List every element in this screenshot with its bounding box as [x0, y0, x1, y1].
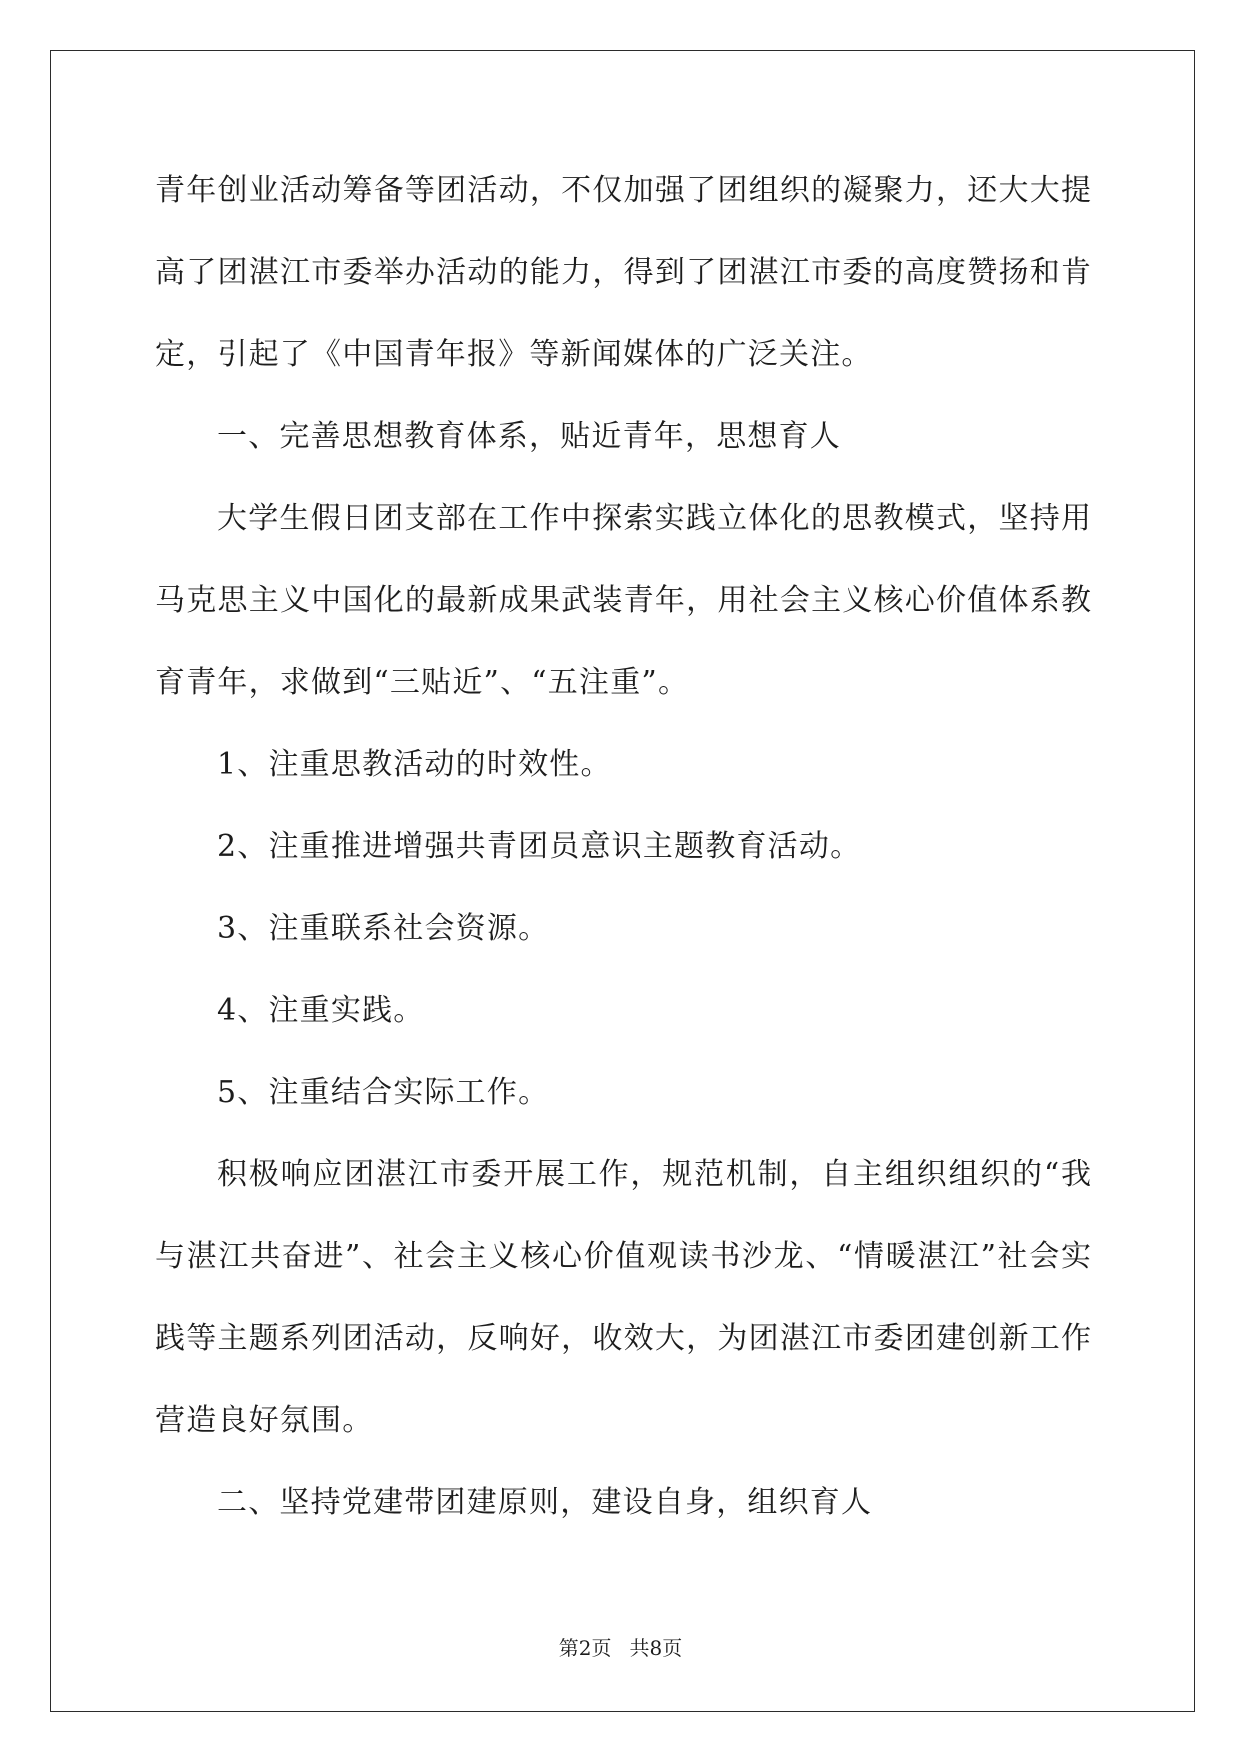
text-line: [155, 970, 1091, 1052]
list-item-text: 1、注重思教活动的时效性。: [217, 747, 612, 782]
text-line: [155, 478, 1091, 560]
text-line: [155, 724, 1091, 806]
paragraph: [155, 1134, 1091, 1462]
text-line: [155, 232, 1091, 314]
text-line: [155, 1298, 1091, 1380]
section-heading-text: 二、坚持党建带团建原则，建设自身，组织育人: [217, 1485, 873, 1520]
list-item: [155, 1052, 1091, 1134]
text-line-content: 大学生假日团支部在工作中探索实践立体化的思教模式，坚持用: [217, 501, 1093, 536]
text-line-content: 育青年，求做到“三贴近”、“五注重”。: [155, 665, 690, 700]
text-line: [155, 150, 1091, 232]
list-item: [155, 806, 1091, 888]
section-heading-text: 一、完善思想教育体系，贴近青年，思想育人: [217, 419, 841, 454]
text-line-content: 青年创业活动筹备等团活动，不仅加强了团组织的凝聚力，还大大提: [155, 173, 1093, 208]
text-line-content: 高了团湛江市委举办活动的能力，得到了团湛江市委的高度赞扬和肯: [155, 255, 1093, 290]
text-line: [155, 1462, 1091, 1544]
text-line: [155, 1216, 1091, 1298]
text-line-content: 营造良好氛围。: [155, 1403, 374, 1438]
text-line: [155, 396, 1091, 478]
list-item-text: 2、注重推进增强共青团员意识主题教育活动。: [217, 829, 862, 864]
list-item-text: 4、注重实践。: [217, 993, 425, 1028]
page-total: 共8页: [629, 1636, 683, 1660]
text-line: [155, 314, 1091, 396]
text-line-content: 马克思主义中国化的最新成果武装青年，用社会主义核心价值体系教: [155, 583, 1093, 618]
section-heading: [155, 1462, 1091, 1544]
text-line-content: 积极响应团湛江市委开展工作，规范机制，自主组织组织的“我: [217, 1157, 1093, 1192]
text-line: [155, 1134, 1091, 1216]
text-line-content: 与湛江共奋进”、社会主义核心价值观读书沙龙、“情暖湛江”社会实: [155, 1239, 1093, 1274]
text-line: [155, 642, 1091, 724]
text-line: [155, 1380, 1091, 1462]
list-item-text: 5、注重结合实际工作。: [217, 1075, 550, 1110]
text-line: [155, 806, 1091, 888]
document-body: [155, 150, 1091, 1544]
list-item-text: 3、注重联系社会资源。: [217, 911, 550, 946]
paragraph: [155, 478, 1091, 724]
text-line-content: 定，引起了《中国青年报》等新闻媒体的广泛关注。: [155, 337, 873, 372]
list-item: [155, 970, 1091, 1052]
text-line-content: 践等主题系列团活动，反响好，收效大，为团湛江市委团建创新工作: [155, 1321, 1093, 1356]
text-line: [155, 1052, 1091, 1134]
page-footer: [0, 1634, 1241, 1662]
paragraph: [155, 150, 1091, 396]
list-item: [155, 888, 1091, 970]
text-line: [155, 888, 1091, 970]
list-item: [155, 724, 1091, 806]
text-line: [155, 560, 1091, 642]
page-number: 第2页: [558, 1636, 612, 1660]
section-heading: [155, 396, 1091, 478]
